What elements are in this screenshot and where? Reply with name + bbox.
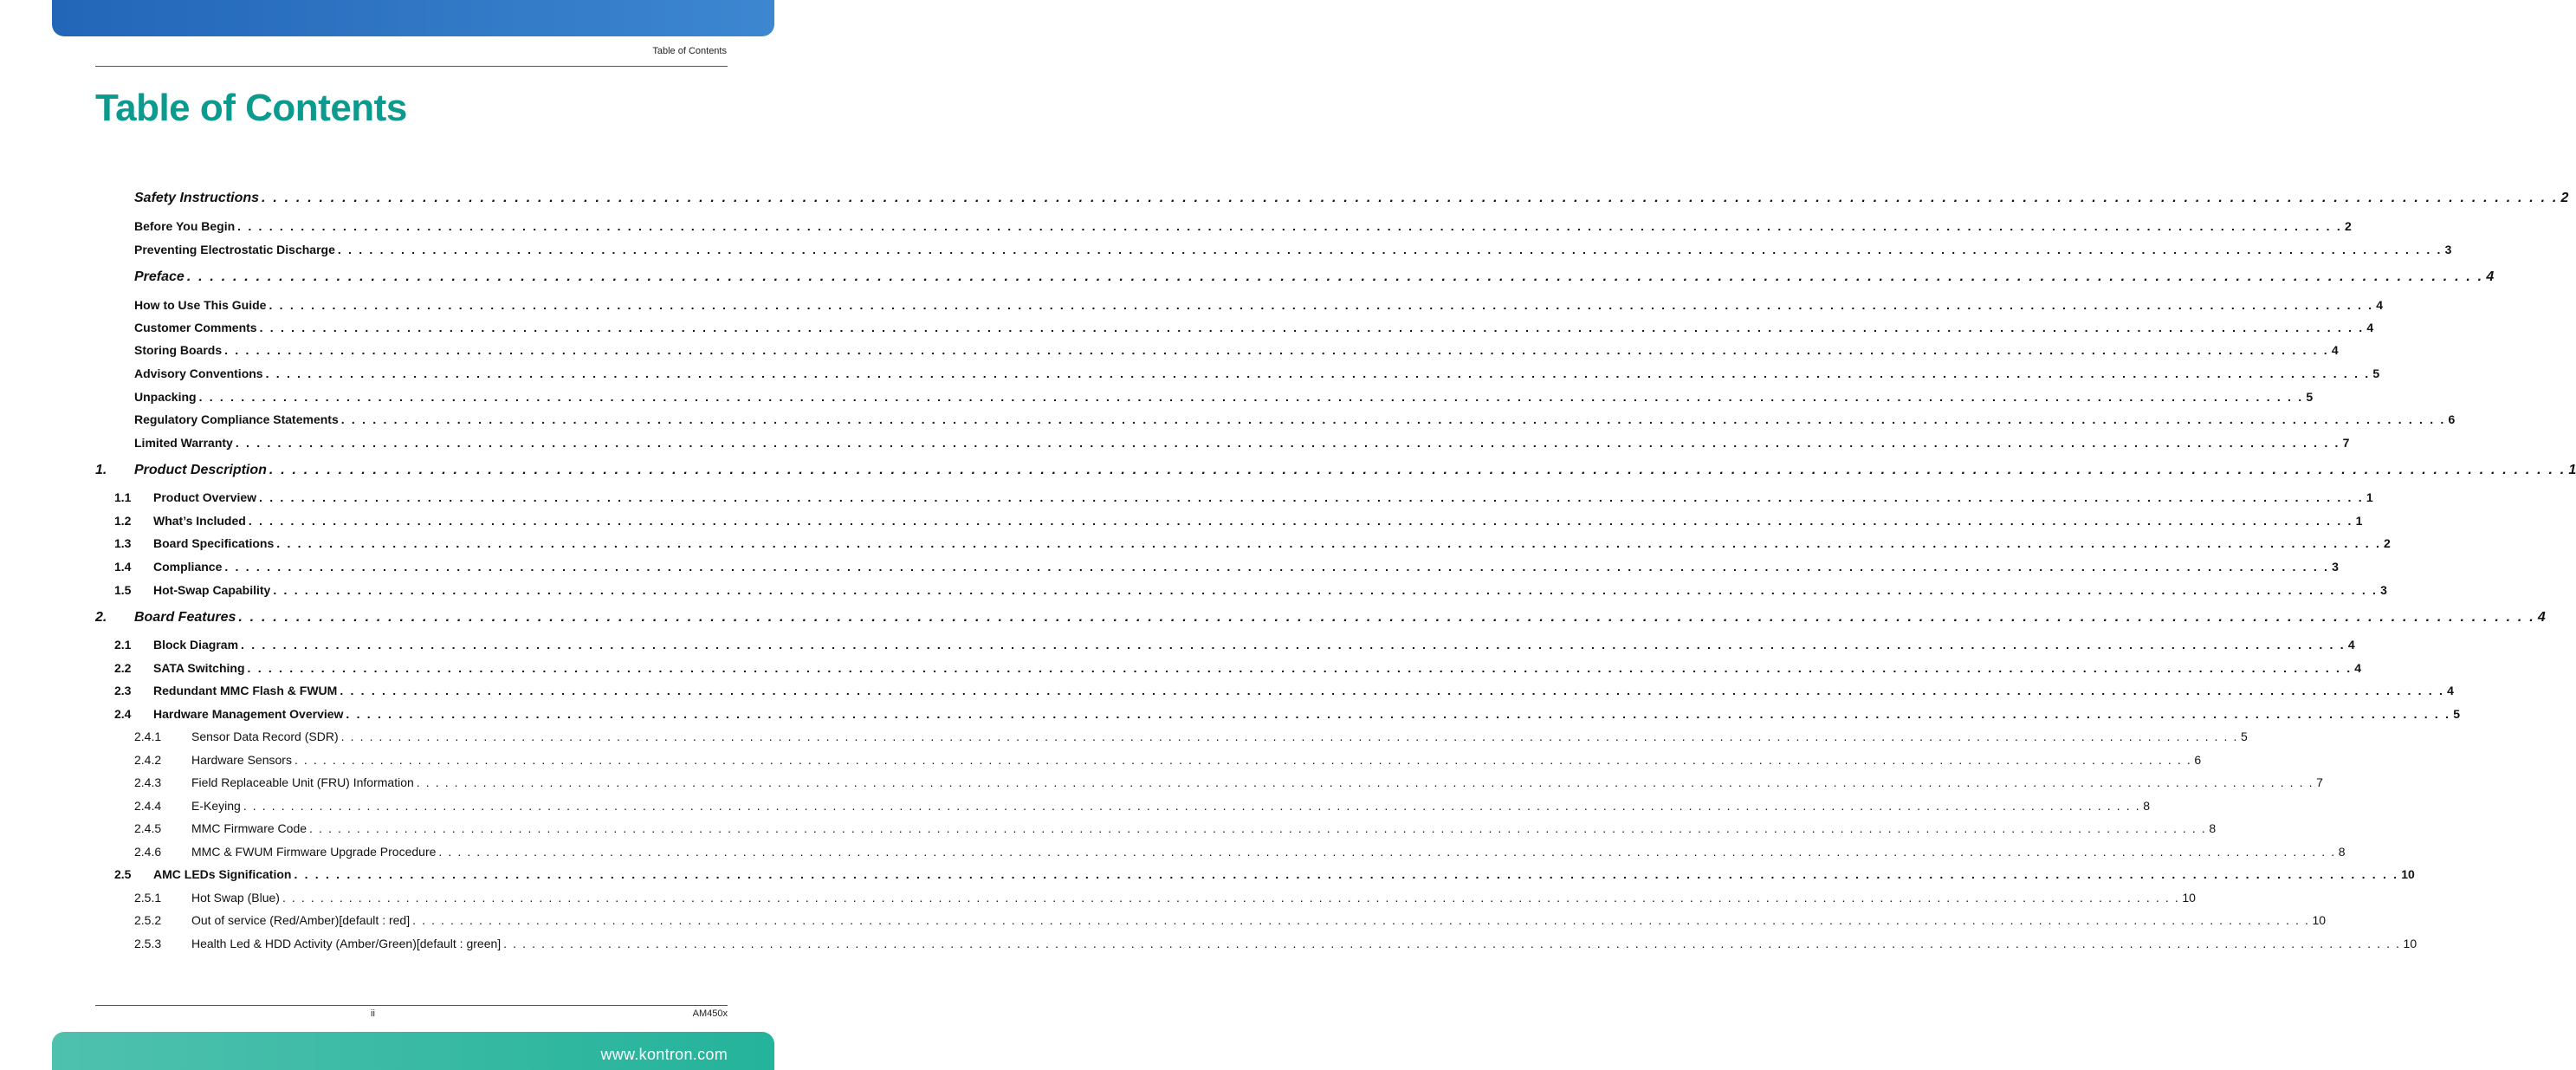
toc-entry-title: Field Replaceable Unit (FRU) Information bbox=[191, 775, 414, 789]
toc-entry-title: Redundant MMC Flash & FWUM bbox=[153, 684, 338, 697]
toc-entry-page: 4 bbox=[2366, 321, 2374, 334]
toc-dot-leader: . . . . . . . . . . . . . . . . . . . . . . . . . . . . . . . . . . . . . . . . . . . . . . . . . . . . . . . . . . . . . . . . . . . . . . . . . . . . . . . . . . . . . . . . . . . . . . . . . . . . . . . . . . . . . . . . . . . . . . . . . . . . . . . . . . . . . . . . . . . . . . . . . . . . . . . . . . . . . . . . . . . . . . . . . . . . . . . . . . . . . . . . . . . . . . . . . . . . . . . . bbox=[224, 343, 2329, 357]
toc-entry-number: 2.4.1 bbox=[134, 730, 162, 743]
toc-entry-number: 2.3 bbox=[114, 684, 132, 697]
toc-dot-leader: . . . . . . . . . . . . . . . . . . . . . . . . . . . . . . . . . . . . . . . . . . . . . . . . . . . . . . . . . . . . . . . . . . . . . . . . . . . . . . . . . . . . . . . . . . . . . . . . . . . . . . . . . . . . . . . . . . . . . . . . . . . . . . . . . . . . . . . . . . . . . . . . . . . . . . . . . . . . . . . . . . . . . . . . . . . . . . . . . . . . . . . . . . . . . . . . . . . . . . . . bbox=[340, 412, 2446, 426]
toc-entry[interactable] bbox=[95, 390, 2314, 404]
toc-entry-title: Sensor Data Record (SDR) bbox=[191, 730, 339, 743]
toc-entry[interactable] bbox=[95, 560, 2339, 574]
toc-entry-page: 4 bbox=[2447, 684, 2454, 697]
toc-dot-leader: . . . . . . . . . . . . . . . . . . . . . . . . . . . . . . . . . . . . . . . . . . . . . . . . . . . . . . . . . . . . . . . . . . . . . . . . . . . . . . . . . . . . . . . . . . . . . . . . . . . . . . . . . . . . . . . . . . . . . . . . . . . . . . . . . . . . . . . . . . . . . . . . . . . . . . . . . . . . . . . . . . . . . . . . . . . . . . . . . . . . . . . . . . . . . . . . . . . . . . . . bbox=[198, 390, 2304, 404]
toc-entry-number: 1.2 bbox=[114, 514, 132, 528]
toc-entry-number: 2.4.4 bbox=[134, 799, 162, 813]
page-title: Table of Contents bbox=[95, 87, 407, 129]
footer-model-name: AM450x bbox=[692, 1008, 728, 1019]
toc-entry-title: Advisory Conventions bbox=[134, 366, 263, 380]
toc-dot-leader: . . . . . . . . . . . . . . . . . . . . . . . . . . . . . . . . . . . . . . . . . . . . . . . . . . . . . . . . . . . . . . . . . . . . . . . . . . . . . . . . . . . . . . . . . . . . . . . . . . . . . . . . . . . . . . . . . . . . . . . . . . . . . . . . . . . . . . . . . . . . . . . . . . . . . . . . . . . . . . . . . . . . . . . . . . . . . . . . . . . . . . . . . . . . . . . . . . . . . . . . bbox=[416, 775, 2314, 789]
toc-entry-title: Hardware Management Overview bbox=[153, 707, 344, 721]
toc-entry-number: 1.3 bbox=[114, 536, 132, 550]
toc-entry-number: 2.4.6 bbox=[134, 845, 162, 859]
toc-entry[interactable] bbox=[95, 730, 2248, 743]
toc-entry-title: Regulatory Compliance Statements bbox=[134, 412, 339, 426]
toc-dot-leader: . . . . . . . . . . . . . . . . . . . . . . . . . . . . . . . . . . . . . . . . . . . . . . . . . . . . . . . . . . . . . . . . . . . . . . . . . . . . . . . . . . . . . . . . . . . . . . . . . . . . . . . . . . . . . . . . . . . . . . . . . . . . . . . . . . . . . . . . . . . . . . . . . . . . . . . . . . . . . . . . . . . . . . . . . . . . . . . . . . . . . . . . . . . . . . . . . . . . . . . . bbox=[337, 243, 2443, 256]
toc-entry[interactable] bbox=[95, 638, 2355, 652]
toc-entry[interactable] bbox=[95, 321, 2374, 334]
toc-entry[interactable] bbox=[95, 891, 2196, 905]
toc-entry-title: E-Keying bbox=[191, 799, 241, 813]
toc-entry-title: Storing Boards bbox=[134, 343, 223, 357]
footer-page-number: ii bbox=[371, 1008, 375, 1019]
toc-dot-leader: . . . . . . . . . . . . . . . . . . . . . . . . . . . . . . . . . . . . . . . . . . . . . . . . . . . . . . . . . . . . . . . . . . . . . . . . . . . . . . . . . . . . . . . . . . . . . . . . . . . . . . . . . . . . . . . . . . . . . . . . . . . . . . . . . . . . . . . . . . . . . . . . . . . . . . . . . . . . . . . . . . . . . . . . . . . . . . . . . . . . . . . . . . . . . . . . . . . . . . . . bbox=[243, 799, 2141, 813]
toc-entry[interactable] bbox=[95, 937, 2417, 950]
website-link[interactable]: www.kontron.com bbox=[600, 1046, 728, 1063]
toc-entry-number: 2.5 bbox=[114, 867, 132, 881]
toc-entry-title: Compliance bbox=[153, 560, 223, 574]
toc-entry-title: Out of service (Red/Amber)[default : red] bbox=[191, 913, 411, 927]
toc-dot-leader: . . . . . . . . . . . . . . . . . . . . . . . . . . . . . . . . . . . . . . . . . . . . . . . . . . . . . . . . . . . . . . . . . . . . . . . . . . . . . . . . . . . . . . . . . . . . . . . . . . . . . . . . . . . . . . . . . . . . . . . . . . . . . . . . . . . . . . . . . . . . . . . . . . . . . . . . . . . . . . . . . . . . . . . . . . . . . . . . . . . . . . . . . . . . . . . . . . . . . . . . bbox=[186, 269, 2484, 284]
toc-entry-title: Board Features bbox=[134, 610, 236, 625]
toc-entry-title: Hot Swap (Blue) bbox=[191, 891, 280, 905]
toc-entry-title: Health Led & HDD Activity (Amber/Green)[default : green] bbox=[191, 937, 502, 950]
toc-entry-page: 4 bbox=[2347, 638, 2355, 652]
toc-entry-number: 2.1 bbox=[114, 638, 132, 652]
toc-entry[interactable] bbox=[95, 583, 2387, 597]
toc-entry[interactable] bbox=[95, 436, 2350, 450]
toc-entry-page: 7 bbox=[2342, 436, 2350, 450]
toc-entry-page: 10 bbox=[2401, 867, 2415, 881]
toc-entry[interactable] bbox=[95, 490, 2373, 504]
toc-entry-page: 5 bbox=[2453, 707, 2460, 721]
toc-entry-page: 4 bbox=[2537, 610, 2546, 625]
toc-entry-number: 2.4 bbox=[114, 707, 132, 721]
toc-entry[interactable] bbox=[95, 243, 2452, 256]
toc-entry-page: 8 bbox=[2143, 799, 2150, 813]
toc-entry-page: 2 bbox=[2560, 191, 2569, 205]
toc-dot-leader: . . . . . . . . . . . . . . . . . . . . . . . . . . . . . . . . . . . . . . . . . . . . . . . . . . . . . . . . . . . . . . . . . . . . . . . . . . . . . . . . . . . . . . . . . . . . . . . . . . . . . . . . . . . . . . . . . . . . . . . . . . . . . . . . . . . . . . . . . . . . . . . . . . . . . . . . . . . . . . . . . . . . . . . . . . . . . . . . . . . . . . . . . . . . . . . . . . . . . . . . bbox=[247, 661, 2353, 675]
toc-entry-page: 10 bbox=[2403, 937, 2417, 950]
toc-entry[interactable] bbox=[95, 867, 2415, 881]
toc-entry-page: 3 bbox=[2444, 243, 2452, 256]
toc-dot-leader: . . . . . . . . . . . . . . . . . . . . . . . . . . . . . . . . . . . . . . . . . . . . . . . . . . . . . . . . . . . . . . . . . . . . . . . . . . . . . . . . . . . . . . . . . . . . . . . . . . . . . . . . . . . . . . . . . . . . . . . . . . . . . . . . . . . . . . . . . . . . . . . . . . . . . . . . . . . . . . . . . . . . . . . . . . . . . . . . . . . . . . . . . . . . . . . . . . . . . . . . bbox=[276, 536, 2382, 550]
toc-dot-leader: . . . . . . . . . . . . . . . . . . . . . . . . . . . . . . . . . . . . . . . . . . . . . . . . . . . . . . . . . . . . . . . . . . . . . . . . . . . . . . . . . . . . . . . . . . . . . . . . . . . . . . . . . . . . . . . . . . . . . . . . . . . . . . . . . . . . . . . . . . . . . . . . . . . . . . . . . . . . . . . . . . . . . . . . . . . . . . . . . . . . . . . . . . . . . . . . . . . . . . . . bbox=[294, 753, 2192, 767]
toc-entry-page: 3 bbox=[2380, 583, 2387, 597]
toc-entry-title: Board Specifications bbox=[153, 536, 275, 550]
header-divider bbox=[95, 66, 728, 67]
footer-divider bbox=[95, 1005, 728, 1006]
toc-entry[interactable] bbox=[95, 707, 2460, 721]
toc-entry-number: 2.4.5 bbox=[134, 821, 162, 835]
toc-entry-number: 1.5 bbox=[114, 583, 132, 597]
toc-entry[interactable] bbox=[95, 343, 2339, 357]
toc-dot-leader: . . . . . . . . . . . . . . . . . . . . . . . . . . . . . . . . . . . . . . . . . . . . . . . . . . . . . . . . . . . . . . . . . . . . . . . . . . . . . . . . . . . . . . . . . . . . . . . . . . . . . . . . . . . . . . . . . . . . . . . . . . . . . . . . . . . . . . . . . . . . . . . . . . . . . . . . . . . . . . . . . . . . . . . . . . . . . . . . . . . . . . . . . . . . . . . . . . . . . . . . bbox=[238, 610, 2535, 625]
toc-dot-leader: . . . . . . . . . . . . . . . . . . . . . . . . . . . . . . . . . . . . . . . . . . . . . . . . . . . . . . . . . . . . . . . . . . . . . . . . . . . . . . . . . . . . . . . . . . . . . . . . . . . . . . . . . . . . . . . . . . . . . . . . . . . . . . . . . . . . . . . . . . . . . . . . . . . . . . . . . . . . . . . . . . . . . . . . . . . . . . . . . . . . . . . . . . . . . . . . . . . . . . . . bbox=[265, 366, 2371, 380]
toc-dot-leader: . . . . . . . . . . . . . . . . . . . . . . . . . . . . . . . . . . . . . . . . . . . . . . . . . . . . . . . . . . . . . . . . . . . . . . . . . . . . . . . . . . . . . . . . . . . . . . . . . . . . . . . . . . . . . . . . . . . . . . . . . . . . . . . . . . . . . . . . . . . . . . . . . . . . . . . . . . . . . . . . . . . . . . . . . . . . . . . . . . . . . . . . . . . . . . . . . . . . . . . . bbox=[340, 730, 2238, 743]
top-color-band bbox=[52, 0, 774, 36]
toc-dot-leader: . . . . . . . . . . . . . . . . . . . . . . . . . . . . . . . . . . . . . . . . . . . . . . . . . . . . . . . . . . . . . . . . . . . . . . . . . . . . . . . . . . . . . . . . . . . . . . . . . . . . . . . . . . . . . . . . . . . . . . . . . . . . . . . . . . . . . . . . . . . . . . . . . . . . . . . . . . . . . . . . . . . . . . . . . . . . . . . . . . . . . . . . . . . . . . . . . . . . . . . . bbox=[412, 913, 2310, 927]
toc-entry-page: 8 bbox=[2209, 821, 2217, 835]
toc-entry-title: SATA Switching bbox=[153, 661, 245, 675]
toc-entry[interactable] bbox=[95, 366, 2380, 380]
toc-dot-leader: . . . . . . . . . . . . . . . . . . . . . . . . . . . . . . . . . . . . . . . . . . . . . . . . . . . . . . . . . . . . . . . . . . . . . . . . . . . . . . . . . . . . . . . . . . . . . . . . . . . . . . . . . . . . . . . . . . . . . . . . . . . . . . . . . . . . . . . . . . . . . . . . . . . . . . . . . . . . . . . . . . . . . . . . . . . . . . . . . . . . . . . . . . . . . . . . . . . . . . . . bbox=[282, 891, 2180, 905]
toc-entry-title: Hot-Swap Capability bbox=[153, 583, 271, 597]
toc-entry-page: 4 bbox=[2486, 269, 2495, 284]
toc-entry-page: 5 bbox=[2306, 390, 2314, 404]
toc-dot-leader: . . . . . . . . . . . . . . . . . . . . . . . . . . . . . . . . . . . . . . . . . . . . . . . . . . . . . . . . . . . . . . . . . . . . . . . . . . . . . . . . . . . . . . . . . . . . . . . . . . . . . . . . . . . . . . . . . . . . . . . . . . . . . . . . . . . . . . . . . . . . . . . . . . . . . . . . . . . . . . . . . . . . . . . . . . . . . . . . . . . . . . . . . . . . . . . . . . . . . . . . bbox=[503, 937, 2401, 950]
running-header: Table of Contents bbox=[652, 46, 727, 56]
toc-entry-title: Before You Begin bbox=[134, 219, 236, 233]
toc-entry[interactable] bbox=[95, 219, 2352, 233]
toc-entry[interactable] bbox=[95, 463, 2576, 478]
toc-entry-title: Customer Comments bbox=[134, 321, 257, 334]
toc-entry[interactable] bbox=[95, 412, 2456, 426]
toc-dot-leader: . . . . . . . . . . . . . . . . . . . . . . . . . . . . . . . . . . . . . . . . . . . . . . . . . . . . . . . . . . . . . . . . . . . . . . . . . . . . . . . . . . . . . . . . . . . . . . . . . . . . . . . . . . . . . . . . . . . . . . . . . . . . . . . . . . . . . . . . . . . . . . . . . . . . . . . . . . . . . . . . . . . . . . . . . . . . . . . . . . . . . . . . . . . . . . . . . . . . . . . . bbox=[235, 436, 2340, 450]
toc-dot-leader: . . . . . . . . . . . . . . . . . . . . . . . . . . . . . . . . . . . . . . . . . . . . . . . . . . . . . . . . . . . . . . . . . . . . . . . . . . . . . . . . . . . . . . . . . . . . . . . . . . . . . . . . . . . . . . . . . . . . . . . . . . . . . . . . . . . . . . . . . . . . . . . . . . . . . . . . . . . . . . . . . . . . . . . . . . . . . . . . . . . . . . . . . . . . . . . . . . . . . . . . bbox=[259, 321, 2365, 334]
toc-entry[interactable] bbox=[95, 269, 2495, 285]
toc-entry-number: 2. bbox=[95, 610, 107, 625]
toc-entry-page: 2 bbox=[2384, 536, 2391, 550]
toc-entry-page: 4 bbox=[2354, 661, 2362, 675]
toc-entry-title: Preface bbox=[134, 269, 184, 284]
toc-dot-leader: . . . . . . . . . . . . . . . . . . . . . . . . . . . . . . . . . . . . . . . . . . . . . . . . . . . . . . . . . . . . . . . . . . . . . . . . . . . . . . . . . . . . . . . . . . . . . . . . . . . . . . . . . . . . . . . . . . . . . . . . . . . . . . . . . . . . . . . . . . . . . . . . . . . . . . . . . . . . . . . . . . . . . . . . . . . . . . . . . . . . . . . . . . . . . . . . . . . . . . . . bbox=[237, 219, 2342, 233]
toc-entry-title: How to Use This Guide bbox=[134, 298, 267, 312]
toc-entry[interactable] bbox=[95, 845, 2346, 859]
toc-entry-page: 5 bbox=[2372, 366, 2380, 380]
toc-entry-number: 1.4 bbox=[114, 560, 132, 574]
toc-entry-title: Limited Warranty bbox=[134, 436, 233, 450]
toc-dot-leader: . . . . . . . . . . . . . . . . . . . . . . . . . . . . . . . . . . . . . . . . . . . . . . . . . . . . . . . . . . . . . . . . . . . . . . . . . . . . . . . . . . . . . . . . . . . . . . . . . . . . . . . . . . . . . . . . . . . . . . . . . . . . . . . . . . . . . . . . . . . . . . . . . . . . . . . . . . . . . . . . . . . . . . . . . . . . . . . . . . . . . . . . . . . . . . . . . . . . . . . . bbox=[241, 638, 2346, 652]
toc-entry-number: 1.1 bbox=[114, 490, 132, 504]
toc-entry-number: 2.4.3 bbox=[134, 775, 162, 789]
toc-entry[interactable] bbox=[95, 799, 2150, 813]
toc-dot-leader: . . . . . . . . . . . . . . . . . . . . . . . . . . . . . . . . . . . . . . . . . . . . . . . . . . . . . . . . . . . . . . . . . . . . . . . . . . . . . . . . . . . . . . . . . . . . . . . . . . . . . . . . . . . . . . . . . . . . . . . . . . . . . . . . . . . . . . . . . . . . . . . . . . . . . . . . . . . . . . . . . . . . . . . . . . . . . . . . . . . . . . . . . . . . . . . . . . . . . . . . bbox=[340, 684, 2445, 697]
toc-entry-page: 1 bbox=[2568, 463, 2576, 477]
toc-entry[interactable] bbox=[95, 913, 2327, 927]
toc-dot-leader: . . . . . . . . . . . . . . . . . . . . . . . . . . . . . . . . . . . . . . . . . . . . . . . . . . . . . . . . . . . . . . . . . . . . . . . . . . . . . . . . . . . . . . . . . . . . . . . . . . . . . . . . . . . . . . . . . . . . . . . . . . . . . . . . . . . . . . . . . . . . . . . . . . . . . . . . . . . . . . . . . . . . . . . . . . . . . . . . . . . . . . . . . . . . . . . . . . . . . . . . bbox=[269, 298, 2374, 312]
toc-entry[interactable] bbox=[95, 610, 2546, 626]
toc-entry-number: 2.2 bbox=[114, 661, 132, 675]
toc-entry-title: Preventing Electrostatic Discharge bbox=[134, 243, 335, 256]
toc-entry-number: 2.5.2 bbox=[134, 913, 162, 927]
toc-entry-number: 2.5.3 bbox=[134, 937, 162, 950]
toc-entry-title: AMC LEDs Signification bbox=[153, 867, 292, 881]
toc-entry[interactable] bbox=[95, 753, 2202, 767]
toc-entry-title: Unpacking bbox=[134, 390, 197, 404]
toc-entry-number: 1. bbox=[95, 463, 107, 477]
toc-entry-page: 7 bbox=[2316, 775, 2323, 789]
toc-entry-title: Product Description bbox=[134, 463, 267, 477]
toc-entry-page: 1 bbox=[2355, 514, 2363, 528]
toc-dot-leader: . . . . . . . . . . . . . . . . . . . . . . . . . . . . . . . . . . . . . . . . . . . . . . . . . . . . . . . . . . . . . . . . . . . . . . . . . . . . . . . . . . . . . . . . . . . . . . . . . . . . . . . . . . . . . . . . . . . . . . . . . . . . . . . . . . . . . . . . . . . . . . . . . . . . . . . . . . . . . . . . . . . . . . . . . . . . . . . . . . . . . . . . . . . . . . . . . . . . . . . . bbox=[346, 707, 2451, 721]
toc-entry[interactable] bbox=[95, 298, 2384, 312]
toc-entry-page: 10 bbox=[2182, 891, 2196, 905]
toc-entry-page: 6 bbox=[2194, 753, 2202, 767]
toc-entry[interactable] bbox=[95, 514, 2363, 528]
toc-entry-title: Safety Instructions bbox=[134, 191, 260, 205]
toc-entry-page: 1 bbox=[2366, 490, 2373, 504]
toc-entry-title: Product Overview bbox=[153, 490, 257, 504]
toc-entry-number: 2.5.1 bbox=[134, 891, 162, 905]
toc-entry-number: 2.4.2 bbox=[134, 753, 162, 767]
toc-entry-page: 5 bbox=[2241, 730, 2248, 743]
toc-dot-leader: . . . . . . . . . . . . . . . . . . . . . . . . . . . . . . . . . . . . . . . . . . . . . . . . . . . . . . . . . . . . . . . . . . . . . . . . . . . . . . . . . . . . . . . . . . . . . . . . . . . . . . . . . . . . . . . . . . . . . . . . . . . . . . . . . . . . . . . . . . . . . . . . . . . . . . . . . . . . . . . . . . . . . . . . . . . . . . . . . . . . . . . . . . . . . . . . . . . . . . . . bbox=[262, 191, 2559, 205]
toc-entry-title: Block Diagram bbox=[153, 638, 239, 652]
toc-entry-page: 4 bbox=[2331, 343, 2339, 357]
toc-entry-page: 6 bbox=[2448, 412, 2456, 426]
toc-entry-page: 4 bbox=[2376, 298, 2384, 312]
toc-dot-leader: . . . . . . . . . . . . . . . . . . . . . . . . . . . . . . . . . . . . . . . . . . . . . . . . . . . . . . . . . . . . . . . . . . . . . . . . . . . . . . . . . . . . . . . . . . . . . . . . . . . . . . . . . . . . . . . . . . . . . . . . . . . . . . . . . . . . . . . . . . . . . . . . . . . . . . . . . . . . . . . . . . . . . . . . . . . . . . . . . . . . . . . . . . . . . . . . . . . . . . . . bbox=[273, 583, 2379, 597]
toc-dot-leader: . . . . . . . . . . . . . . . . . . . . . . . . . . . . . . . . . . . . . . . . . . . . . . . . . . . . . . . . . . . . . . . . . . . . . . . . . . . . . . . . . . . . . . . . . . . . . . . . . . . . . . . . . . . . . . . . . . . . . . . . . . . . . . . . . . . . . . . . . . . . . . . . . . . . . . . . . . . . . . . . . . . . . . . . . . . . . . . . . . . . . . . . . . . . . . . . . . . . . . . . bbox=[259, 490, 2364, 504]
toc-entry[interactable] bbox=[95, 536, 2391, 550]
toc-entry[interactable] bbox=[95, 821, 2217, 835]
toc-entry-title: What’s Included bbox=[153, 514, 246, 528]
toc-dot-leader: . . . . . . . . . . . . . . . . . . . . . . . . . . . . . . . . . . . . . . . . . . . . . . . . . . . . . . . . . . . . . . . . . . . . . . . . . . . . . . . . . . . . . . . . . . . . . . . . . . . . . . . . . . . . . . . . . . . . . . . . . . . . . . . . . . . . . . . . . . . . . . . . . . . . . . . . . . . . . . . . . . . . . . . . . . . . . . . . . . . . . . . . . . . . . . . . . . . . . . . . bbox=[248, 514, 2353, 528]
toc-entry-title: MMC & FWUM Firmware Upgrade Procedure bbox=[191, 845, 437, 859]
toc-dot-leader: . . . . . . . . . . . . . . . . . . . . . . . . . . . . . . . . . . . . . . . . . . . . . . . . . . . . . . . . . . . . . . . . . . . . . . . . . . . . . . . . . . . . . . . . . . . . . . . . . . . . . . . . . . . . . . . . . . . . . . . . . . . . . . . . . . . . . . . . . . . . . . . . . . . . . . . . . . . . . . . . . . . . . . . . . . . . . . . . . . . . . . . . . . . . . . . . . . . . . . . . bbox=[294, 867, 2399, 881]
toc-entry[interactable] bbox=[95, 775, 2323, 789]
toc-dot-leader: . . . . . . . . . . . . . . . . . . . . . . . . . . . . . . . . . . . . . . . . . . . . . . . . . . . . . . . . . . . . . . . . . . . . . . . . . . . . . . . . . . . . . . . . . . . . . . . . . . . . . . . . . . . . . . . . . . . . . . . . . . . . . . . . . . . . . . . . . . . . . . . . . . . . . . . . . . . . . . . . . . . . . . . . . . . . . . . . . . . . . . . . . . . . . . . . . . . . . . . . bbox=[309, 821, 2207, 835]
toc-entry-page: 10 bbox=[2312, 913, 2327, 927]
toc-entry[interactable] bbox=[95, 191, 2569, 206]
toc-entry-page: 8 bbox=[2338, 845, 2346, 859]
toc-entry-title: MMC Firmware Code bbox=[191, 821, 307, 835]
toc-entry[interactable] bbox=[95, 661, 2362, 675]
toc-entry-page: 3 bbox=[2332, 560, 2339, 574]
toc-dot-leader: . . . . . . . . . . . . . . . . . . . . . . . . . . . . . . . . . . . . . . . . . . . . . . . . . . . . . . . . . . . . . . . . . . . . . . . . . . . . . . . . . . . . . . . . . . . . . . . . . . . . . . . . . . . . . . . . . . . . . . . . . . . . . . . . . . . . . . . . . . . . . . . . . . . . . . . . . . . . . . . . . . . . . . . . . . . . . . . . . . . . . . . . . . . . . . . . . . . . . . . . bbox=[224, 560, 2330, 574]
toc-entry[interactable] bbox=[95, 684, 2454, 697]
toc-entry-title: Hardware Sensors bbox=[191, 753, 292, 767]
toc-dot-leader: . . . . . . . . . . . . . . . . . . . . . . . . . . . . . . . . . . . . . . . . . . . . . . . . . . . . . . . . . . . . . . . . . . . . . . . . . . . . . . . . . . . . . . . . . . . . . . . . . . . . . . . . . . . . . . . . . . . . . . . . . . . . . . . . . . . . . . . . . . . . . . . . . . . . . . . . . . . . . . . . . . . . . . . . . . . . . . . . . . . . . . . . . . . . . . . . . . . . . . . . bbox=[438, 845, 2336, 859]
toc-dot-leader: . . . . . . . . . . . . . . . . . . . . . . . . . . . . . . . . . . . . . . . . . . . . . . . . . . . . . . . . . . . . . . . . . . . . . . . . . . . . . . . . . . . . . . . . . . . . . . . . . . . . . . . . . . . . . . . . . . . . . . . . . . . . . . . . . . . . . . . . . . . . . . . . . . . . . . . . . . . . . . . . . . . . . . . . . . . . . . . . . . . . . . . . . . . . . . . . . . . . . . . . bbox=[269, 463, 2566, 477]
toc-entry-page: 2 bbox=[2344, 219, 2352, 233]
